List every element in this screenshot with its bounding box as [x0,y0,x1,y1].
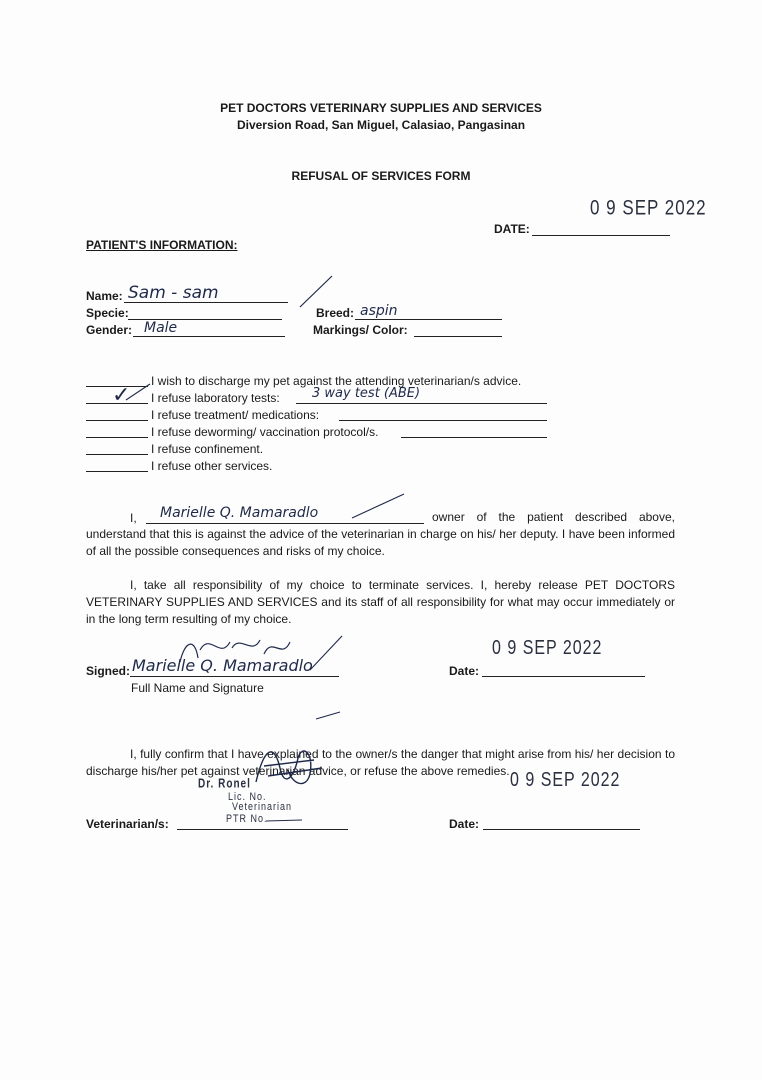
option-text-3: I refuse treatment/ medications: [151,408,320,422]
signed-sublabel: Full Name and Signature [131,681,264,695]
gender-label: Gender: [86,323,133,337]
owner-name-value: Marielle Q. Mamaradlo [160,505,319,521]
signed-date-label: Date: [449,664,480,678]
vet-stamp-line4: PTR No. [226,811,268,825]
gender-value: Male [144,320,178,336]
signed-date-stamp: 0 9 SEP 2022 [492,637,603,659]
date-stamp-top: 0 9 SEP 2022 [590,195,707,220]
statement1-body: owner of the patient described above, understand that this is against the advice of the veterinarian in charge on his/ her deputy. I have been informed of all the possible consequences and risks of my choice. [86,510,675,558]
option-text-2: I refuse laboratory tests: [151,391,280,405]
company-address: Diversion Road, San Miguel, Calasiao, Pangasinan [236,118,526,132]
vet-field[interactable] [177,829,348,830]
vet-date-field[interactable] [483,829,640,830]
vet-stamp-line2: Lic. No. [228,789,267,803]
option-blank-4[interactable] [86,437,148,438]
option-detail-field-4[interactable] [401,437,547,438]
gender-field[interactable] [133,336,285,337]
breed-value: aspin [360,303,398,319]
date-label-top: DATE: [494,222,530,236]
check-tail-mark [126,382,166,402]
vet-stamp-underline [266,819,306,823]
specie-label: Specie: [86,306,129,320]
markings-field[interactable] [414,336,502,337]
option-detail-2: 3 way test (ABE) [312,386,421,401]
option-detail-field-3[interactable] [339,420,547,421]
stray-pen-mark [316,710,346,722]
option-text-1: I wish to discharge my pet against the attending veterinarian/s advice. [151,374,522,388]
statement3-body: I, fully confirm that I have explained to the owner/s the danger that might arise from his/ her decision to discharge his/her pet against veterinarian advice, or refuse the above remedies. [86,747,675,778]
vet-stamp-line1: Dr. Ronel [198,777,251,792]
option-text-4: I refuse deworming/ vaccination protocol/s. [151,425,379,439]
signed-value: Marielle Q. Mamaradlo [132,656,313,675]
option-blank-5[interactable] [86,454,148,455]
name-value: Sam - sam [128,283,219,303]
company-name: PET DOCTORS VETERINARY SUPPLIES AND SERVICES [220,101,542,115]
statement1-i: I, [130,511,137,525]
date-line-top[interactable] [532,235,670,236]
signed-label: Signed: [86,664,130,678]
form-title: REFUSAL OF SERVICES FORM [291,169,471,183]
signature-scribble [160,630,350,680]
breed-field[interactable] [355,319,502,320]
option-blank-3[interactable] [86,420,148,421]
patient-info-heading: PATIENT'S INFORMATION: [86,238,238,252]
vet-label: Veterinarian/s: [86,817,169,831]
option-text-6: I refuse other services. [151,459,273,473]
signed-date-field[interactable] [482,676,645,677]
statement2-body: I, take all responsibility of my choice to terminate services. I, hereby release PET DOCTORS VETERINARY SUPPLIES AND SERVICES and its staff of all responsibility for what may occur immediately or in the long term resulting of my choice. [86,578,675,626]
vet-date-label: Date: [449,817,480,831]
vet-date-stamp: 0 9 SEP 2022 [510,769,621,791]
option-text-5: I refuse confinement. [151,442,264,456]
option-check-2: ✓ [112,383,131,408]
option-blank-6[interactable] [86,471,148,472]
name-label: Name: [86,289,123,303]
option-detail-field-2[interactable] [296,403,547,404]
vet-stamp-line3: Veterinarian [232,799,293,813]
markings-label: Markings/ Color: [313,323,408,337]
breed-label: Breed: [316,306,355,320]
